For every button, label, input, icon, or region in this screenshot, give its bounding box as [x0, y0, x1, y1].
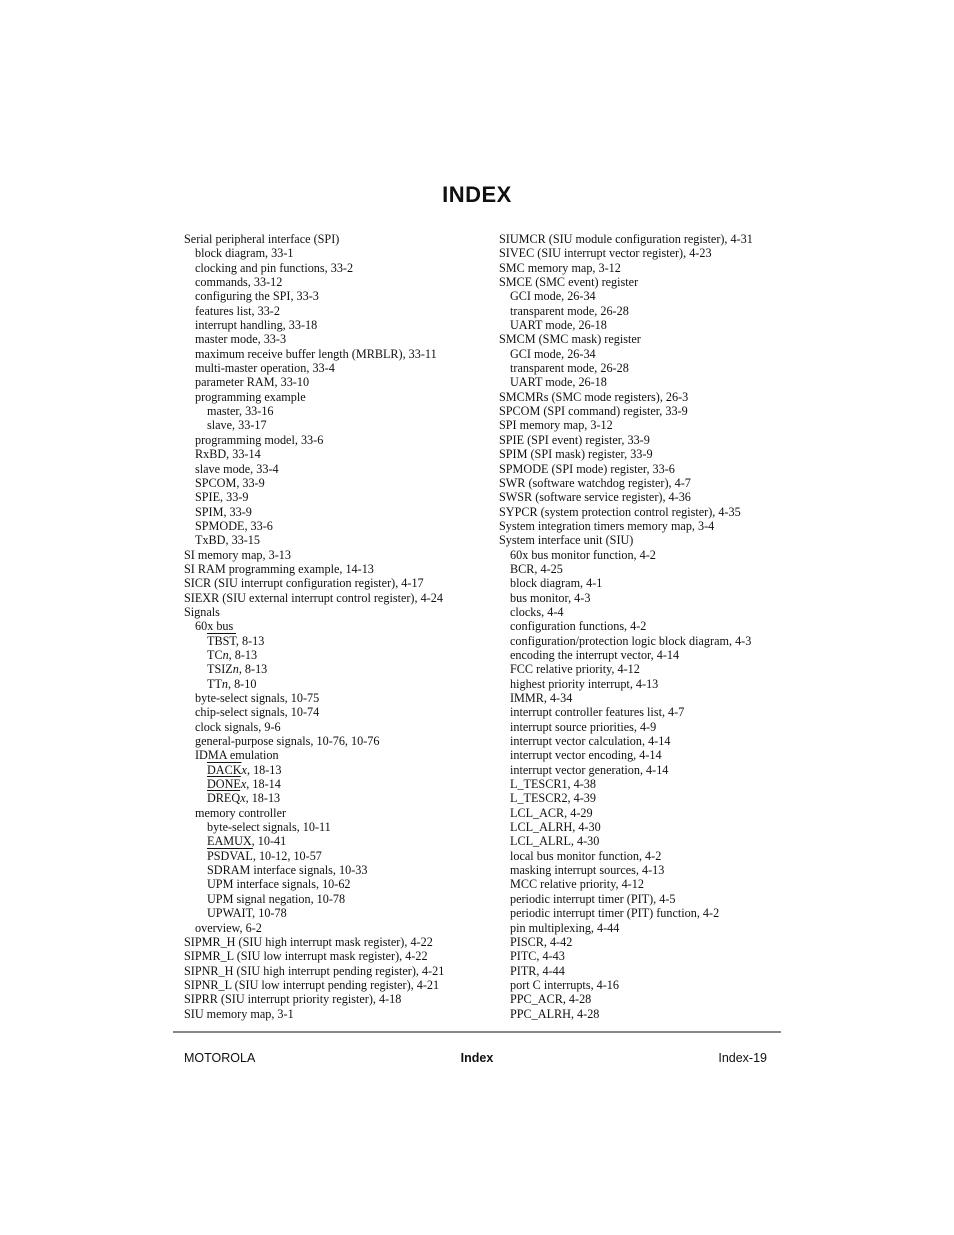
- index-entry-text: n: [232, 662, 239, 677]
- index-entry-text: configuring the SPI, 33-3: [195, 289, 319, 304]
- index-entry-text: MCC relative priority, 4-12: [510, 877, 644, 892]
- index-entry-text: SDRAM interface signals, 10-33: [207, 863, 368, 878]
- index-entry: [184, 964, 484, 978]
- index-entry-text: interrupt source priorities, 4-9: [510, 719, 657, 734]
- index-entry-text: , 10-12, 10-57: [252, 848, 322, 863]
- index-entry-text: DACK: [207, 762, 242, 777]
- index-entry-text: masking interrupt sources, 4-13: [510, 863, 665, 878]
- index-entry-text: System integration timers memory map, 3-4: [499, 518, 715, 533]
- index-entry-text: clocking and pin functions, 33-2: [195, 260, 354, 275]
- index-entry-text: L_TESCR2, 4-39: [510, 791, 596, 806]
- index-entry-text: LCL_ALRL, 4-30: [510, 834, 600, 849]
- index-entry-text: SIPMR_L (SIU low interrupt mask register), 4-22: [184, 949, 428, 964]
- index-entry: [184, 548, 484, 562]
- index-entry: [184, 978, 484, 992]
- index-entry-text: IMMR, 4-34: [510, 691, 573, 705]
- index-entry: [184, 935, 484, 949]
- index-entry: [184, 275, 484, 289]
- index-entry-text: interrupt vector encoding, 4-14: [510, 748, 662, 763]
- index-entry-text: SIPRR (SIU interrupt priority register), 4-18: [184, 992, 402, 1007]
- index-entry-text: UPM signal negation, 10-78: [207, 891, 346, 906]
- index-entry: [499, 691, 789, 705]
- index-entry-text: port C interrupts, 4-16: [510, 977, 619, 992]
- index-entry-text: PITR, 4-44: [510, 963, 565, 978]
- index-entry-text: local bus monitor function, 4-2: [510, 848, 662, 863]
- index-entry: [184, 232, 484, 246]
- index-entry: [499, 246, 789, 260]
- index-entry-text: RxBD, 33-14: [195, 447, 261, 462]
- index-entry: [499, 562, 789, 576]
- index-entry-text: GCI mode, 26-34: [510, 289, 596, 304]
- index-entry-text: general-purpose signals, 10-76, 10-76: [195, 734, 380, 749]
- index-entry-text: SWSR (software service register), 4-36: [499, 490, 691, 505]
- index-entry: [184, 992, 484, 1006]
- index-entry-text: master, 33-16: [207, 404, 274, 419]
- index-entry: [499, 662, 789, 676]
- index-entry-text: BCR, 4-25: [510, 561, 563, 576]
- index-entry: [184, 877, 484, 891]
- index-entry: [499, 232, 789, 246]
- index-entry-text: System interface unit (SIU): [499, 533, 634, 548]
- index-entry-text: TSIZ: [207, 662, 233, 677]
- index-entry-text: SMCM (SMC mask) register: [499, 332, 641, 347]
- index-entry: [499, 505, 789, 519]
- index-entry: [499, 447, 789, 461]
- index-entry-text: PITC, 4-43: [510, 949, 565, 964]
- index-entry: [499, 648, 789, 662]
- index-entry: [499, 791, 789, 805]
- index-entry-text: SIPMR_H (SIU high interrupt mask register), 4-22: [184, 934, 433, 949]
- index-entry-text: , 18-13: [245, 791, 281, 806]
- index-entry: [499, 318, 789, 332]
- index-entry: [184, 261, 484, 275]
- index-entry-text: SWR (software watchdog register), 4-7: [499, 475, 691, 490]
- index-entry-text: , 8-10: [227, 676, 257, 691]
- index-entry-text: UPWAIT, 10-78: [207, 906, 287, 921]
- index-entry-text: SIEXR (SIU external interrupt control register), 4-24: [184, 590, 443, 605]
- index-entry-text: SPIE, 33-9: [195, 490, 249, 505]
- index-entry: [499, 619, 789, 633]
- index-entry-text: multi-master operation, 33-4: [195, 361, 335, 376]
- index-entry: [184, 476, 484, 490]
- index-entry: [184, 375, 484, 389]
- index-entry: [499, 921, 789, 935]
- index-entry: [184, 892, 484, 906]
- footer-publisher: MOTOROLA: [184, 1051, 256, 1065]
- index-entry-text: TT: [207, 676, 222, 691]
- index-entry-text: block diagram, 33-1: [195, 246, 294, 261]
- index-entry-text: x: [241, 762, 247, 777]
- index-entry-text: transparent mode, 26-28: [510, 361, 629, 376]
- index-entry-text: SMCE (SMC event) register: [499, 275, 639, 290]
- index-entry-text: commands, 33-12: [195, 275, 283, 290]
- index-entry: [499, 834, 789, 848]
- index-entry-text: PISCR, 4-42: [510, 934, 573, 949]
- index-entry: [499, 476, 789, 490]
- index-entry: [184, 834, 484, 848]
- index-entry: [184, 304, 484, 318]
- index-column-left: [184, 232, 484, 1021]
- index-entry: [499, 748, 789, 762]
- index-entry-text: overview, 6-2: [195, 920, 262, 935]
- index-entry: [499, 304, 789, 318]
- index-entry: [184, 1007, 484, 1021]
- index-entry-text: UPM interface signals, 10-62: [207, 877, 351, 892]
- index-entry-text: slave mode, 33-4: [195, 461, 279, 476]
- index-entry-text: transparent mode, 26-28: [510, 303, 629, 318]
- index-entry-text: TxBD, 33-15: [195, 533, 260, 548]
- index-entry-text: TC: [207, 647, 223, 662]
- index-entry-text: SMC memory map, 3-12: [499, 260, 621, 275]
- index-entry-text: SIUMCR (SIU module configuration register), 4-31: [499, 232, 753, 246]
- index-entry-text: SPIM (SPI mask) register, 33-9: [499, 447, 653, 462]
- index-entry-text: LCL_ALRH, 4-30: [510, 820, 601, 835]
- index-entry-text: interrupt handling, 33-18: [195, 318, 318, 333]
- index-entry-text: Signals: [184, 604, 220, 619]
- index-entry: [184, 921, 484, 935]
- index-entry-text: SIVEC (SIU interrupt vector register), 4-23: [499, 246, 712, 261]
- index-entry: [184, 447, 484, 461]
- index-entry-text: SI RAM programming example, 14-13: [184, 561, 374, 576]
- index-entry: [184, 619, 484, 633]
- index-entry: [499, 433, 789, 447]
- index-entry-text: x: [240, 777, 247, 792]
- footer-rule: [173, 1031, 781, 1033]
- index-entry-text: IDMA emulation: [195, 748, 279, 763]
- index-entry-text: LCL_ACR, 4-29: [510, 805, 593, 820]
- index-entry-text: 60x bus: [195, 619, 234, 634]
- index-entry-text: UART mode, 26-18: [510, 375, 607, 390]
- index-entry: [499, 734, 789, 748]
- footer-page-number: Index-19: [718, 1051, 767, 1065]
- index-entry: [184, 634, 484, 648]
- index-entry: [184, 648, 484, 662]
- index-entry: [499, 964, 789, 978]
- index-entry: [499, 261, 789, 275]
- index-entry-text: encoding the interrupt vector, 4-14: [510, 647, 680, 662]
- index-column-right: [499, 232, 789, 1021]
- index-entry: [184, 605, 484, 619]
- index-entry: [184, 347, 484, 361]
- index-entry: [499, 390, 789, 404]
- index-entry: [499, 992, 789, 1006]
- index-entry: [184, 691, 484, 705]
- index-entry: [499, 763, 789, 777]
- index-entry-text: parameter RAM, 33-10: [195, 375, 310, 390]
- index-entry: [184, 806, 484, 820]
- index-entry: [184, 289, 484, 303]
- index-entry: [499, 634, 789, 648]
- index-entry: [184, 705, 484, 719]
- index-entry: [499, 361, 789, 375]
- index-entry-text: periodic interrupt timer (PIT) function, 4-2: [510, 906, 720, 921]
- index-entry-text: SIU memory map, 3-1: [184, 1006, 294, 1021]
- index-entry-text: byte-select signals, 10-11: [207, 820, 331, 835]
- index-entry: [499, 720, 789, 734]
- index-entry: [184, 418, 484, 432]
- index-entry: [499, 705, 789, 719]
- index-entry: [184, 748, 484, 762]
- index-entry-text: Serial peripheral interface (SPI): [184, 232, 340, 246]
- index-entry: [499, 490, 789, 504]
- index-entry-text: n: [221, 676, 228, 691]
- index-entry: [499, 548, 789, 562]
- index-entry: [499, 332, 789, 346]
- index-entry-text: SI memory map, 3-13: [184, 547, 291, 562]
- index-entry: [499, 820, 789, 834]
- index-entry: [499, 462, 789, 476]
- page-title: INDEX: [442, 182, 512, 207]
- index-entry-text: features list, 33-2: [195, 303, 280, 318]
- index-entry-text: 60x bus monitor function, 4-2: [510, 547, 656, 562]
- index-entry: [499, 849, 789, 863]
- index-entry-text: SIPNR_H (SIU high interrupt pending register), 4-21: [184, 963, 445, 978]
- index-entry-text: PPC_ACR, 4-28: [510, 992, 592, 1007]
- index-entry-text: periodic interrupt timer (PIT), 4-5: [510, 891, 676, 906]
- index-entry: [184, 318, 484, 332]
- index-entry: [184, 820, 484, 834]
- index-entry: [184, 863, 484, 877]
- index-entry-text: L_TESCR1, 4-38: [510, 777, 596, 792]
- index-entry-text: EAMUX, 10-41: [207, 834, 287, 849]
- index-entry-text: PSDVAL: [207, 848, 253, 863]
- index-entry: [499, 605, 789, 619]
- index-entry-text: maximum receive buffer length (MRBLR), 33-11: [195, 346, 437, 361]
- index-entry: [499, 275, 789, 289]
- index-entry: [499, 591, 789, 605]
- index-entry: [184, 791, 484, 805]
- index-entry-text: slave, 33-17: [207, 418, 267, 433]
- index-entry: [499, 404, 789, 418]
- index-entry-text: interrupt vector calculation, 4-14: [510, 734, 671, 749]
- index-entry-text: , 8-13: [228, 647, 258, 662]
- index-entry-text: , 8-13: [235, 633, 265, 648]
- index-entry: [499, 877, 789, 891]
- index-entry-text: SYPCR (system protection control register), 4-35: [499, 504, 741, 519]
- index-entry-text: UART mode, 26-18: [510, 318, 607, 333]
- index-entry: [499, 418, 789, 432]
- index-entry-text: SPCOM (SPI command) register, 33-9: [499, 404, 688, 419]
- index-entry: [184, 777, 484, 791]
- index-entry-text: SPI memory map, 3-12: [499, 418, 613, 433]
- index-entry: [499, 949, 789, 963]
- index-entry-text: SICR (SIU interrupt configuration register), 4-17: [184, 576, 424, 591]
- index-entry-text: block diagram, 4-1: [510, 576, 603, 591]
- index-entry: [184, 462, 484, 476]
- index-entry: [499, 375, 789, 389]
- index-entry-text: configuration/protection logic block diagram, 4-3: [510, 633, 752, 648]
- index-entry-text: SPIM, 33-9: [195, 504, 252, 519]
- index-entry-text: TBST: [207, 633, 236, 648]
- index-entry: [499, 892, 789, 906]
- index-entry: [184, 720, 484, 734]
- index-entry-text: , 8-13: [238, 662, 268, 677]
- index-entry: [184, 404, 484, 418]
- index-entry: [184, 519, 484, 533]
- index-entry: [499, 906, 789, 920]
- footer-section: Index: [460, 1051, 494, 1065]
- index-entry-text: SPMODE, 33-6: [195, 518, 273, 533]
- index-entry: [184, 533, 484, 547]
- index-entry-text: DREQ: [207, 791, 241, 806]
- index-entry-text: programming model, 33-6: [195, 432, 324, 447]
- index-entry-text: byte-select signals, 10-75: [195, 691, 320, 705]
- index-entry: [184, 763, 484, 777]
- index-entry-text: SPIE (SPI event) register, 33-9: [499, 432, 650, 447]
- index-entry: [499, 576, 789, 590]
- index-entry: [184, 361, 484, 375]
- index-entry: [499, 806, 789, 820]
- index-entry: [184, 662, 484, 676]
- index-entry-text: chip-select signals, 10-74: [195, 705, 320, 720]
- index-entry-text: x: [240, 791, 246, 806]
- index-entry-text: clock signals, 9-6: [195, 719, 281, 734]
- index-entry-text: DONE: [207, 777, 241, 792]
- index-entry: [184, 332, 484, 346]
- index-entry: [499, 935, 789, 949]
- index-entry-text: programming example: [195, 389, 306, 404]
- index-entry: [184, 246, 484, 260]
- index-entry-text: n: [222, 647, 229, 662]
- index-entry-text: pin multiplexing, 4-44: [510, 920, 620, 935]
- index-entry: [184, 505, 484, 519]
- index-entry: [499, 519, 789, 533]
- index-entry-text: configuration functions, 4-2: [510, 619, 647, 634]
- index-entry-text: PPC_ALRH, 4-28: [510, 1006, 600, 1021]
- index-entry: [184, 906, 484, 920]
- index-entry: [184, 390, 484, 404]
- index-entry: [499, 533, 789, 547]
- index-entry: [499, 347, 789, 361]
- index-entry-text: bus monitor, 4-3: [510, 590, 591, 605]
- index-entry-text: FCC relative priority, 4-12: [510, 662, 640, 677]
- index-entry: [184, 562, 484, 576]
- index-entry-text: SPCOM, 33-9: [195, 475, 265, 490]
- index-entry-text: , 18-13: [246, 762, 282, 777]
- index-entry-text: SPMODE (SPI mode) register, 33-6: [499, 461, 675, 476]
- index-entry: [184, 490, 484, 504]
- index-entry: [499, 289, 789, 303]
- index-entry: [184, 734, 484, 748]
- index-entry: [499, 863, 789, 877]
- index-entry: [184, 591, 484, 605]
- index-entry-text: memory controller: [195, 805, 287, 820]
- index-entry-text: clocks, 4-4: [510, 604, 564, 619]
- index-entry-text: SMCMRs (SMC mode registers), 26-3: [499, 389, 689, 404]
- index-entry-text: interrupt vector generation, 4-14: [510, 762, 669, 777]
- index-entry-text: SIPNR_L (SIU low interrupt pending register), 4-21: [184, 977, 440, 992]
- index-entry: [499, 978, 789, 992]
- index-entry: [184, 576, 484, 590]
- index-entry: [184, 677, 484, 691]
- index-entry-text: highest priority interrupt, 4-13: [510, 676, 659, 691]
- index-entry-text: GCI mode, 26-34: [510, 346, 596, 361]
- index-entry: [499, 1007, 789, 1021]
- index-entry: [499, 777, 789, 791]
- index-entry: [184, 849, 484, 863]
- index-entry-text: , 18-14: [246, 777, 281, 792]
- index-entry-text: interrupt controller features list, 4-7: [510, 705, 685, 720]
- index-entry-text: master mode, 33-3: [195, 332, 287, 347]
- index-entry: [499, 677, 789, 691]
- index-entry: [184, 949, 484, 963]
- index-entry: [184, 433, 484, 447]
